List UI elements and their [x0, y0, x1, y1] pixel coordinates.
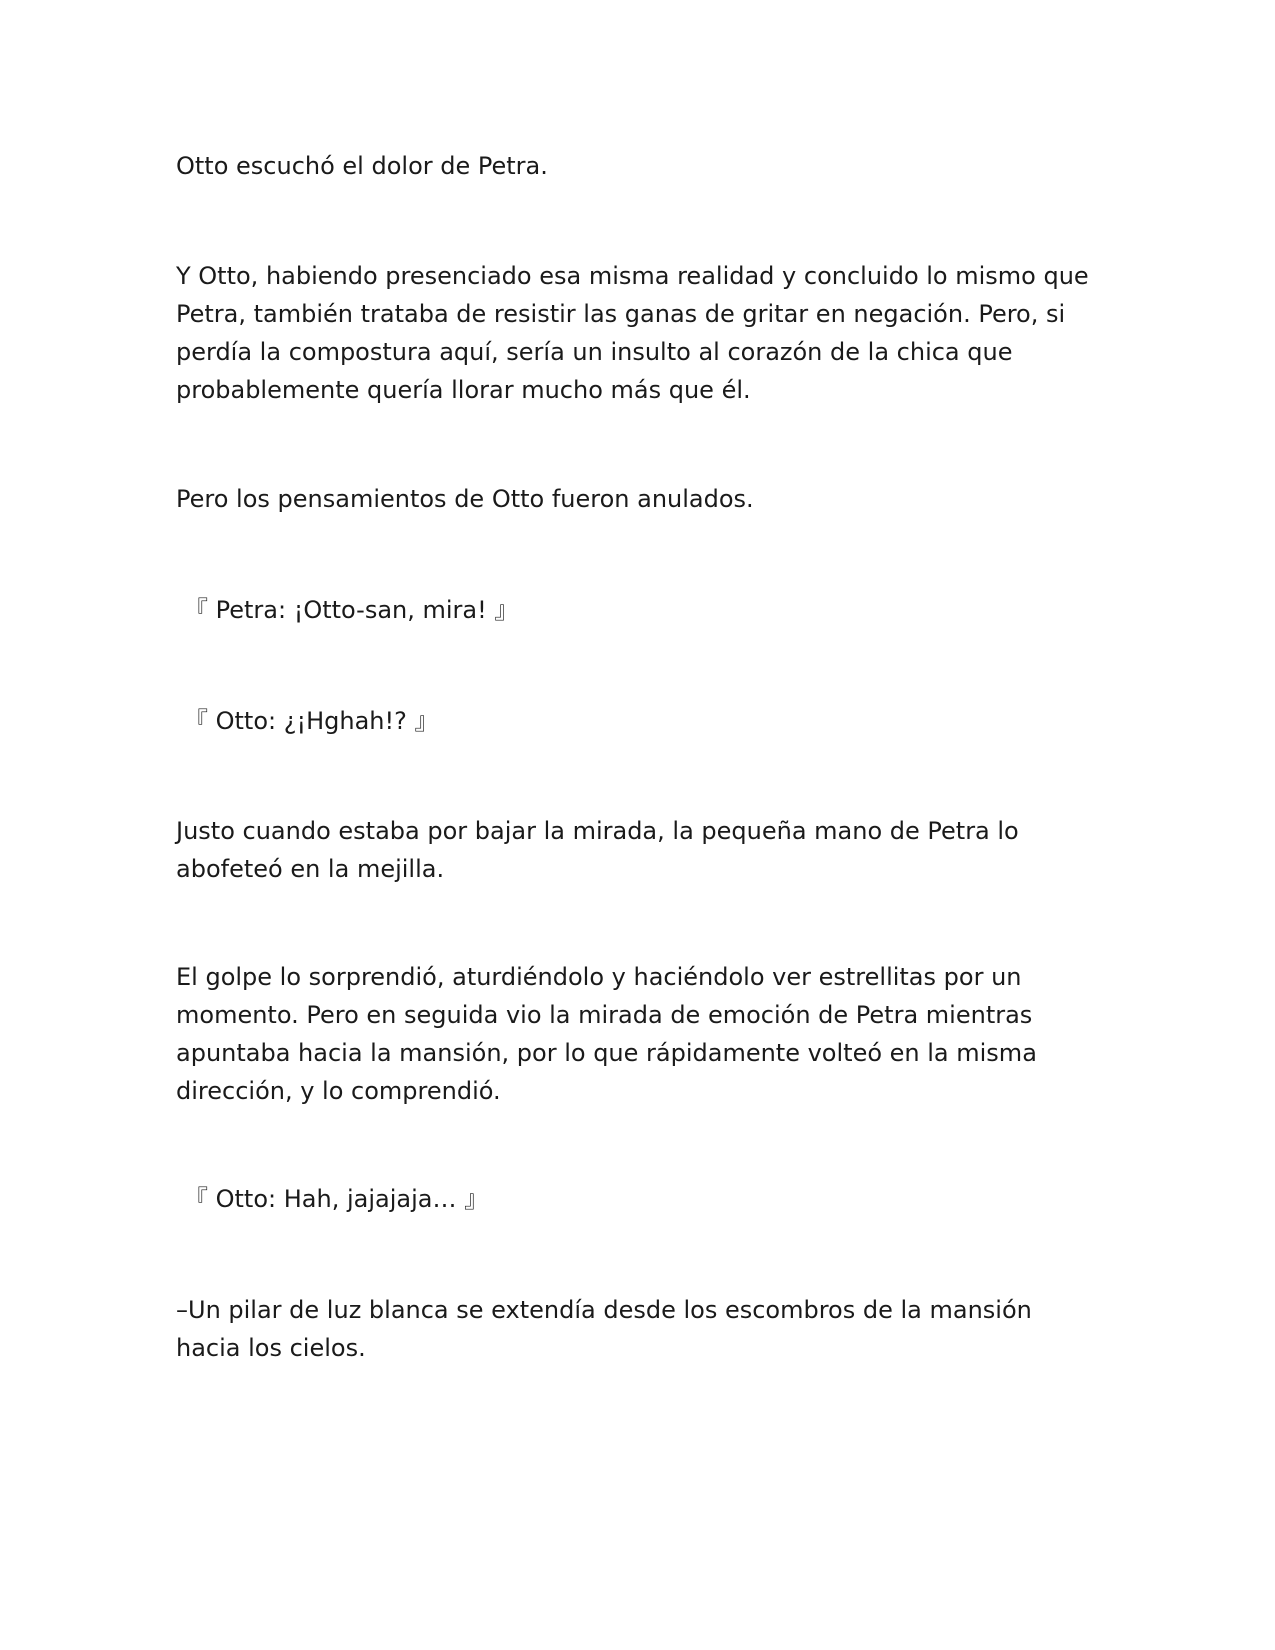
paragraph-narration: –Un pilar de luz blanca se extendía desde los escombros de la mansión hacia los cielos. [176, 1296, 1032, 1362]
dialogue-line: 『 Petra: ¡Otto-san, mira! 』 [184, 596, 519, 624]
paragraph-narration: Pero los pensamientos de Otto fueron anulados. [176, 485, 754, 513]
paragraph-narration: Y Otto, habiendo presenciado esa misma realidad y concluido lo mismo que Petra, también trataba de resistir las ganas de gritar en negación. Pero, si perdía la compostura aquí, sería un insulto al corazón de la chica que probablemente quería llorar mucho más que él. [176, 262, 1089, 404]
paragraph-narration: Justo cuando estaba por bajar la mirada, la pequeña mano de Petra lo abofeteó en la mejilla. [176, 817, 1019, 883]
paragraph-narration: El golpe lo sorprendió, aturdiéndolo y haciéndolo ver estrellitas por un momento. Pero en seguida vio la mirada de emoción de Petra mientras apuntaba hacia la mansión, por lo que rápidamente volteó en la misma dirección, y lo comprendió. [176, 963, 1037, 1105]
dialogue-line: 『 Otto: ¿¡Hghah!? 』 [184, 707, 439, 735]
paragraph-narration: Otto escuchó el dolor de Petra. [176, 152, 548, 180]
dialogue-line: 『 Otto: Hah, jajajaja… 』 [184, 1185, 489, 1213]
